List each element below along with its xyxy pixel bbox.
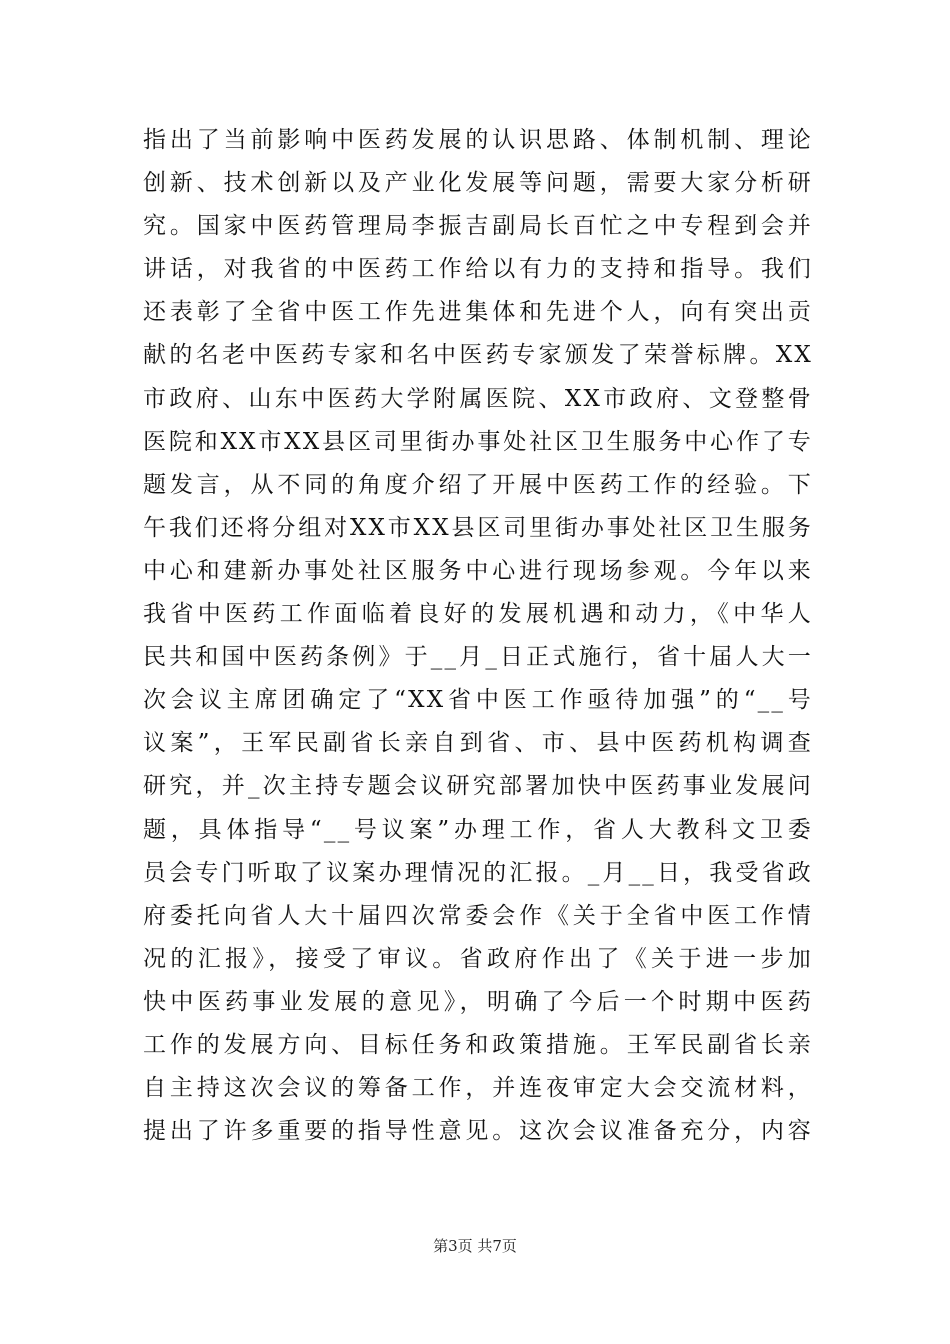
body-text — [143, 119, 813, 1153]
text-line: 员会专门听取了议案办理情况的汇报。_月__日，我受省政 — [143, 859, 813, 886]
text-line: 议案”，王军民副省长亲自到省、市、县中医药机构调查 — [143, 730, 813, 757]
text-line: 指出了当前影响中医药发展的认识思路、体制机制、理论 — [143, 127, 813, 153]
text-line: 创新、技术创新以及产业化发展等问题，需要大家分析研 — [143, 170, 813, 197]
page-number-footer: 第3页 共7页 — [433, 1237, 517, 1255]
text-line: 工作的发展方向、目标任务和政策措施。王军民副省长亲 — [143, 1031, 813, 1058]
text-line: 题发言，从不同的角度介绍了开展中医药工作的经验。下 — [143, 471, 813, 498]
text-line: 医院和XX市XX县区司里街办事处社区卫生服务中心作了专 — [143, 428, 813, 455]
text-line: 我省中医药工作面临着良好的发展机遇和动力，《中华人 — [143, 601, 813, 628]
text-line: 究。国家中医药管理局李振吉副局长百忙之中专程到会并 — [143, 213, 813, 240]
text-line: 民共和国中医药条例》于__月_日正式施行，省十届人大一 — [143, 644, 813, 671]
text-line: 午我们还将分组对XX市XX县区司里街办事处社区卫生服务 — [143, 514, 813, 541]
text-line: 况的汇报》，接受了审议。省政府作出了《关于进一步加 — [143, 945, 813, 972]
text-line: 市政府、山东中医药大学附属医院、XX市政府、文登整骨 — [143, 385, 813, 412]
text-line: 题，具体指导“__号议案”办理工作，省人大教科文卫委 — [143, 816, 813, 843]
text-line: 府委托向省人大十届四次常委会作《关于全省中医工作情 — [143, 902, 813, 929]
text-line: 提出了许多重要的指导性意见。这次会议准备充分，内容 — [143, 1118, 813, 1145]
text-line: 次会议主席团确定了“XX省中医工作亟待加强”的“__号 — [143, 687, 813, 714]
text-line: 研究，并_次主持专题会议研究部署加快中医药事业发展问 — [143, 773, 813, 800]
text-line: 讲话，对我省的中医药工作给以有力的支持和指导。我们 — [143, 256, 813, 283]
text-line: 献的名老中医药专家和名中医药专家颁发了荣誉标牌。XX — [143, 342, 813, 369]
text-line: 快中医药事业发展的意见》，明确了今后一个时期中医药 — [143, 988, 813, 1015]
text-line: 还表彰了全省中医工作先进集体和先进个人，向有突出贡 — [143, 299, 813, 326]
text-line: 中心和建新办事处社区服务中心进行现场参观。今年以来 — [143, 557, 813, 584]
text-line: 自主持这次会议的筹备工作，并连夜审定大会交流材料， — [143, 1075, 813, 1102]
